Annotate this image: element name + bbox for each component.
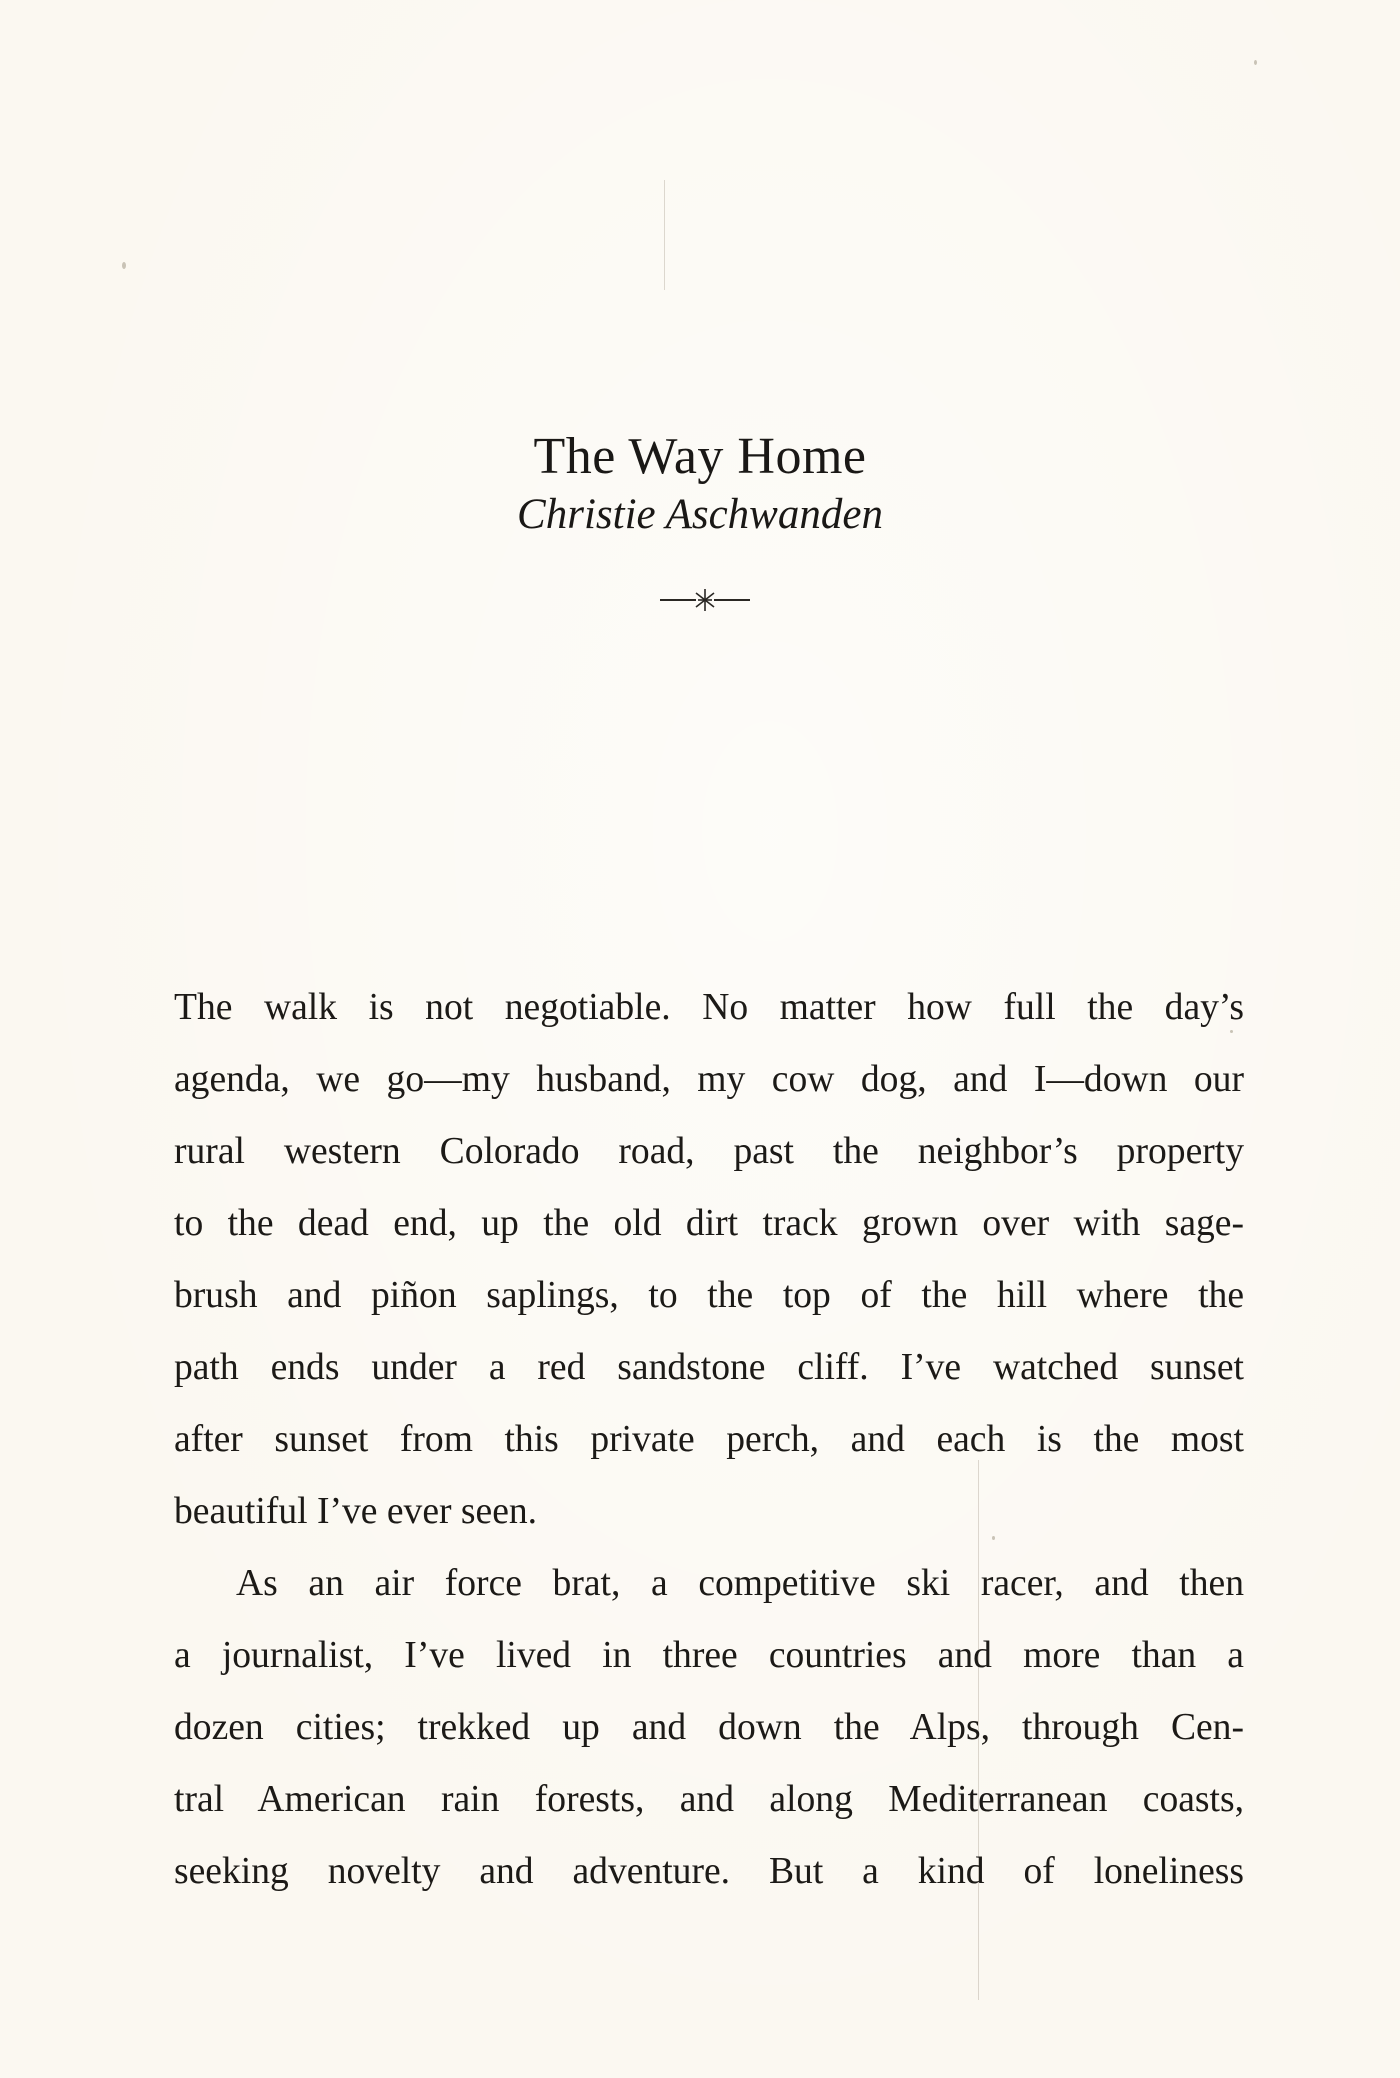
text-line: brush and piñon saplings, to the top of the hill where the	[174, 1275, 1244, 1316]
paragraph	[174, 972, 1244, 1548]
text-line: dozen cities; trekked up and down the Alps, through Cen-	[174, 1707, 1244, 1748]
text-line: agenda, we go—my husband, my cow dog, and I—down our	[174, 1059, 1244, 1100]
essay-title: The Way Home	[533, 427, 867, 485]
paper-speck	[122, 262, 126, 269]
text-line: rural western Colorado road, past the neighbor’s property	[174, 1131, 1244, 1172]
paper-crease	[664, 180, 665, 290]
text-line: after sunset from this private perch, and each is the most	[174, 1419, 1244, 1460]
text-line: a journalist, I’ve lived in three countries and more than a	[174, 1635, 1244, 1676]
paragraph	[174, 1548, 1244, 1908]
essay-body	[174, 972, 1244, 1908]
text-line: As an air force brat, a competitive ski racer, and then	[236, 1563, 1244, 1604]
paper-speck	[1254, 60, 1257, 65]
essay-author: Christie Aschwanden	[517, 491, 883, 538]
text-line: The walk is not negotiable. No matter how full the day’s	[174, 987, 1244, 1028]
text-line: to the dead end, up the old dirt track grown over with sage-	[174, 1203, 1244, 1244]
text-line: seeking novelty and adventure. But a kind of loneliness	[174, 1851, 1244, 1892]
asterisk-rule-ornament-icon	[658, 584, 752, 614]
text-line: path ends under a red sandstone cliff. I’ve watched sunset	[174, 1347, 1244, 1388]
text-line: tral American rain forests, and along Mediterranean coasts,	[174, 1779, 1244, 1820]
text-line: beautiful I’ve ever seen.	[174, 1491, 538, 1532]
